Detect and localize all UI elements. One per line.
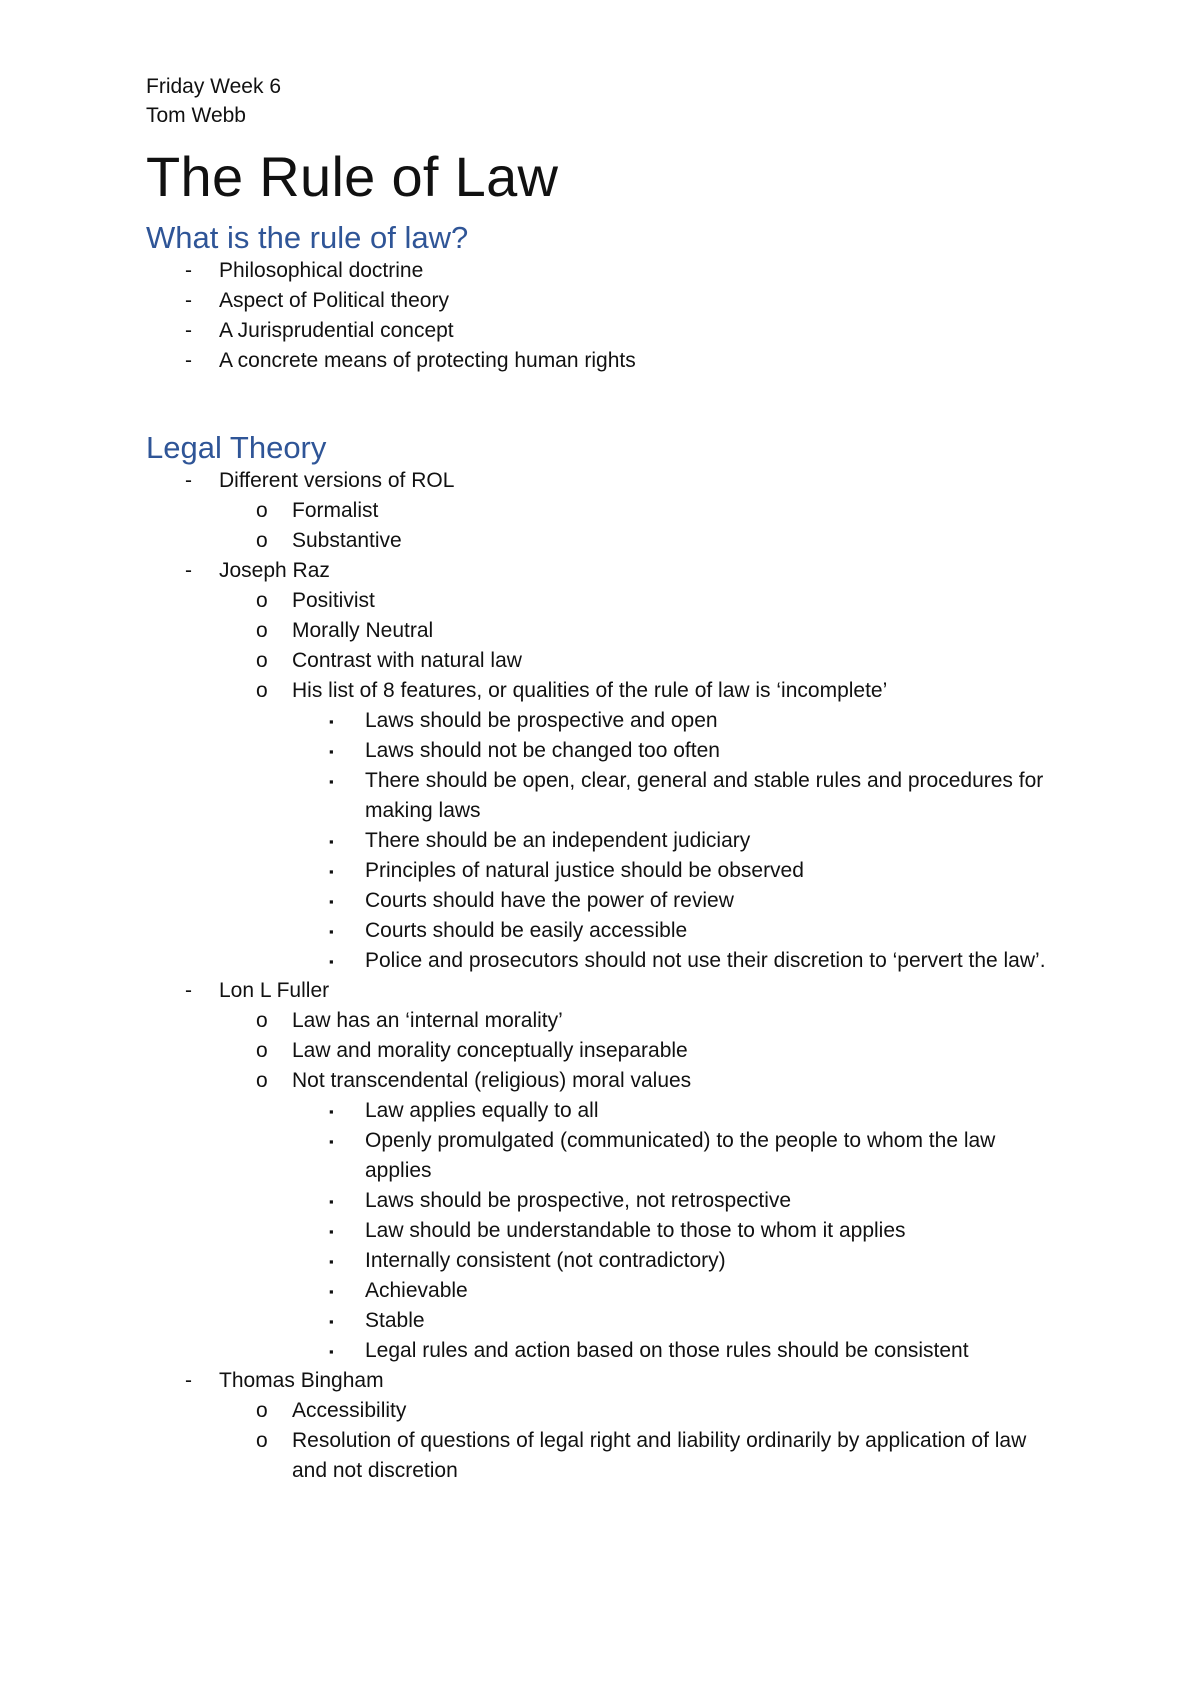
dash-bullet: -: [185, 559, 192, 582]
square-bullet: ▪: [329, 834, 334, 849]
sub-list-item: o Positivist: [146, 586, 1066, 616]
dash-bullet: -: [185, 469, 192, 492]
sub-list-item: o Morally Neutral: [146, 616, 1066, 646]
legal-theory-list: [146, 466, 1066, 1486]
sub-sub-list-item: ▪ There should be open, clear, general and stable rules and procedures for making laws: [329, 769, 1044, 822]
square-bullet: ▪: [329, 744, 334, 759]
sub-sub-list-item: ▪ There should be an independent judiciary: [146, 826, 1066, 856]
date-line: Friday Week 6: [146, 75, 281, 98]
dash-bullet: -: [185, 259, 192, 282]
sub-sub-list-item: ▪ Law applies equally to all: [146, 1096, 1066, 1126]
list-item-thomas-bingham: - Thomas Bingham: [146, 1366, 1066, 1396]
dash-bullet: -: [185, 1369, 192, 1392]
sub-list-item: o Formalist: [146, 496, 1066, 526]
dash-bullet: -: [185, 319, 192, 342]
heading-what-is-rule-of-law: What is the rule of law?: [146, 220, 469, 255]
square-bullet: ▪: [329, 864, 334, 879]
sub-list-item: o Not transcendental (religious) moral values: [146, 1066, 1066, 1096]
square-bullet: ▪: [329, 1284, 334, 1299]
list-item-joseph-raz: - Joseph Raz: [146, 556, 1066, 586]
sub-sub-list-item: ▪ Laws should be prospective, not retrospective: [146, 1186, 1066, 1216]
sub-list-item: o Law has an ‘internal morality’: [146, 1006, 1066, 1036]
circle-bullet: o: [256, 1069, 268, 1092]
square-bullet: ▪: [329, 1134, 334, 1149]
list-item: - Aspect of Political theory: [146, 286, 1066, 316]
circle-bullet: o: [256, 589, 268, 612]
dash-bullet: -: [185, 289, 192, 312]
circle-bullet: o: [256, 619, 268, 642]
square-bullet: ▪: [329, 1254, 334, 1269]
list-item: - Philosophical doctrine: [146, 256, 1066, 286]
sub-list-item: o Substantive: [146, 526, 1066, 556]
sub-list-item: o Law and morality conceptually inseparable: [146, 1036, 1066, 1066]
what-is-list: [146, 256, 1066, 376]
sub-sub-list-item: ▪ Courts should be easily accessible: [146, 916, 1066, 946]
square-bullet: ▪: [329, 924, 334, 939]
sub-list-item: o His list of 8 features, or qualities of the rule of law is ‘incomplete’: [146, 676, 1066, 706]
sub-sub-list-item: ▪ Internally consistent (not contradictory): [146, 1246, 1066, 1276]
sub-sub-list-item: ▪ Laws should not be changed too often: [146, 736, 1066, 766]
circle-bullet: o: [256, 1009, 268, 1032]
circle-bullet: o: [256, 1429, 268, 1452]
sub-sub-list-item: ▪ Laws should be prospective and open: [146, 706, 1066, 736]
list-item-versions: - Different versions of ROL: [146, 466, 1066, 496]
square-bullet: ▪: [329, 1344, 334, 1359]
square-bullet: ▪: [329, 1224, 334, 1239]
square-bullet: ▪: [329, 894, 334, 909]
list-item-lon-fuller: - Lon L Fuller: [146, 976, 1066, 1006]
circle-bullet: o: [256, 649, 268, 672]
sub-list-item: o Resolution of questions of legal right and liability ordinarily by application of law and not discretion: [146, 1426, 1066, 1486]
list-item: - A concrete means of protecting human rights: [146, 346, 1066, 376]
sub-sub-list-item: ▪ Legal rules and action based on those rules should be consistent: [146, 1336, 1066, 1366]
sub-sub-list-item: ▪ Openly promulgated (communicated) to the people to whom the law applies: [329, 1129, 996, 1182]
author-line: Tom Webb: [146, 104, 246, 127]
square-bullet: ▪: [329, 954, 334, 969]
sub-list-item: o Accessibility: [146, 1396, 1066, 1426]
sub-sub-list-item: ▪ Stable: [146, 1306, 1066, 1336]
list-item: - A Jurisprudential concept: [146, 316, 1066, 346]
circle-bullet: o: [256, 499, 268, 522]
square-bullet: ▪: [329, 774, 334, 789]
sub-sub-list-item: ▪ Police and prosecutors should not use their discretion to ‘pervert the law’.: [146, 946, 1066, 976]
square-bullet: ▪: [329, 1314, 334, 1329]
sub-list-item: o Contrast with natural law: [146, 646, 1066, 676]
sub-sub-list-item: ▪ Achievable: [146, 1276, 1066, 1306]
dash-bullet: -: [185, 979, 192, 1002]
circle-bullet: o: [256, 529, 268, 552]
square-bullet: ▪: [329, 714, 334, 729]
square-bullet: ▪: [329, 1194, 334, 1209]
dash-bullet: -: [185, 349, 192, 372]
page-title: The Rule of Law: [146, 145, 559, 208]
document-page: [146, 72, 1066, 1486]
sub-sub-list-item: ▪ Courts should have the power of review: [146, 886, 1066, 916]
sub-sub-list-item: ▪ Principles of natural justice should be observed: [146, 856, 1066, 886]
circle-bullet: o: [256, 1039, 268, 1062]
heading-legal-theory: Legal Theory: [146, 430, 327, 465]
circle-bullet: o: [256, 679, 268, 702]
circle-bullet: o: [256, 1399, 268, 1422]
sub-sub-list-item: ▪ Law should be understandable to those to whom it applies: [146, 1216, 1066, 1246]
square-bullet: ▪: [329, 1104, 334, 1119]
